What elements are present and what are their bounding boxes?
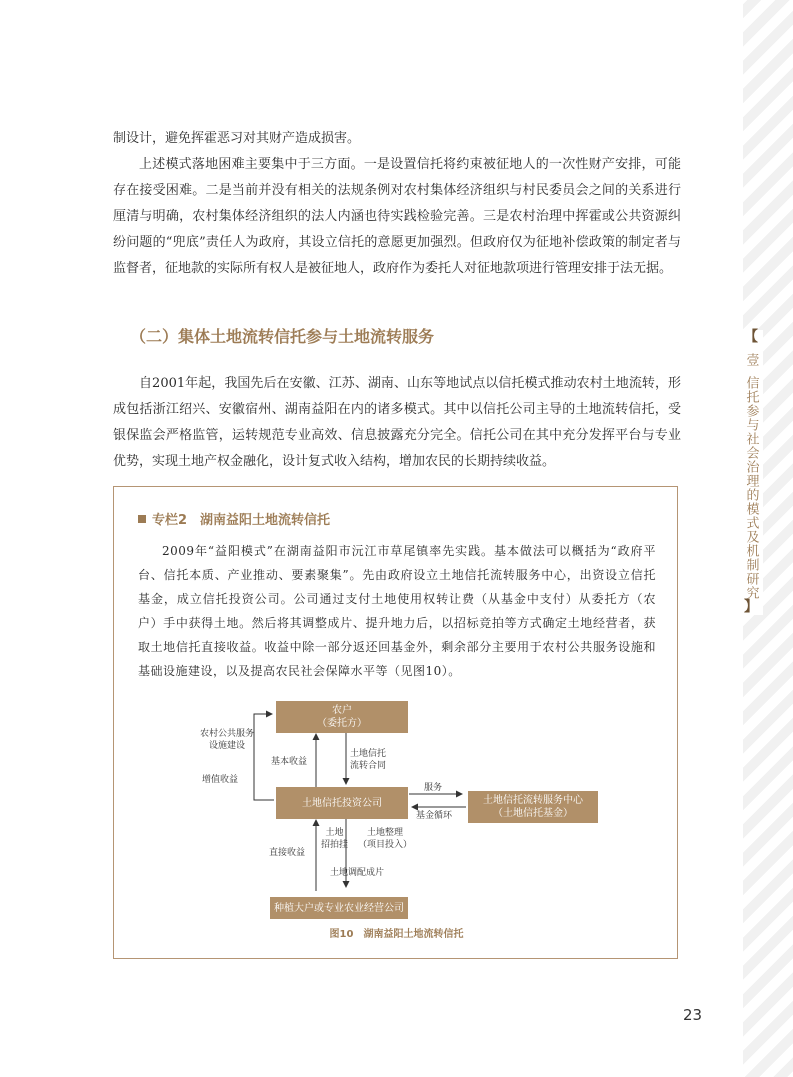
chapter-side-tab bbox=[739, 330, 763, 615]
node-farmer-line1: 农户 bbox=[332, 705, 352, 716]
node-farmer bbox=[276, 701, 408, 733]
label-fund-cycle: 基金循环 bbox=[416, 811, 453, 821]
feature-box-paragraph: 2009年“益阳模式”在湖南益阳市沅江市草尾镇率先实践。基本做法可以概括为“政府平台、信托本质、产业推动、要素聚集”。先由政府设立土地信托流转服务中心，出资设立信托基金，成立信托投资公司。公司通过支付土地使用权转让费（从基金中支付）从委托方（农户）手中获得土地。然后将其调整成片、提升地力后，以招标竞拍等方式确定土地经营者，获取土地信托直接收益。收益中除一部分返还回基金外，剩余部分主要用于农村公共服务设施和基础设施建设，以及提高农民社会保障水平等（见图10）。 bbox=[138, 544, 656, 678]
section-paragraph: 自2001年起，我国先后在安徽、江苏、湖南、山东等地试点以信托模式推动农村土地流转，形成包括浙江绍兴、安徽宿州、湖南益阳在内的诸多模式。其中以信托公司主导的土地流转信托，受银保监会严格监管，运转规范专业高效、信息披露充分完全。信托公司在其中充分发挥平台与专业优势，实现土地产权金融化，设计复式收入结构，增加农民的长期持续收益。 bbox=[113, 376, 681, 469]
body-text-section bbox=[113, 371, 681, 475]
side-tab-open-bracket: 【 bbox=[744, 329, 758, 345]
label-public-service-line1: 农村公共服务 bbox=[200, 729, 255, 739]
feature-box-title bbox=[138, 509, 330, 528]
feature-box-title-text: 专栏2 湖南益阳土地流转信托 bbox=[152, 513, 331, 528]
node-service-center bbox=[468, 791, 598, 823]
label-land-line2: 招拍挂 bbox=[321, 840, 349, 850]
label-direct-income: 直接收益 bbox=[269, 848, 306, 858]
label-service: 服务 bbox=[424, 783, 443, 793]
node-farmer-line2: （委托方） bbox=[317, 718, 367, 729]
node-trust-company bbox=[276, 787, 408, 819]
square-bullet-icon bbox=[138, 515, 146, 523]
feature-box bbox=[113, 486, 678, 959]
node-trust-company-label: 土地信托投资公司 bbox=[302, 797, 382, 809]
label-contract-line2: 流转合同 bbox=[350, 761, 387, 771]
flow-diagram bbox=[114, 687, 679, 940]
side-tab-title: 信托参与社会治理的模式及机制研究 bbox=[743, 376, 759, 600]
node-service-center-line2: （土地信托基金） bbox=[493, 808, 573, 819]
label-land-line1: 土地 bbox=[325, 828, 344, 838]
node-service-center-line1: 土地信托流转服务中心 bbox=[483, 795, 583, 806]
label-consolidation-line1: 土地整理 bbox=[367, 828, 404, 838]
label-land-consolidation bbox=[358, 827, 412, 851]
label-basic-income: 基本收益 bbox=[271, 757, 308, 767]
label-public-service bbox=[200, 728, 254, 752]
node-operator-label: 种植大户或专业农业经营公司 bbox=[274, 902, 404, 914]
feature-box-text bbox=[138, 539, 656, 683]
figure-caption: 图10 湖南益阳土地流转信托 bbox=[329, 929, 464, 940]
page-number: 23 bbox=[683, 1006, 703, 1024]
label-public-service-line2: 设施建设 bbox=[209, 741, 246, 751]
paragraph-continued: 制设计，避免挥霍恶习对其财产造成损害。 bbox=[113, 131, 361, 146]
label-land-auction bbox=[321, 827, 348, 851]
label-contract bbox=[350, 748, 386, 772]
label-consolidation-line2: （项目投入） bbox=[358, 840, 413, 850]
side-tab-close-bracket: 】 bbox=[744, 599, 758, 615]
label-value-added-income: 增值收益 bbox=[202, 775, 239, 785]
label-contract-line1: 土地信托 bbox=[350, 749, 387, 759]
body-text-top bbox=[113, 126, 681, 282]
paragraph-difficulties: 上述模式落地困难主要集中于三方面。一是设置信托将约束被征地人的一次性财产安排，可能存在接受困难。二是当前并没有相关的法规条例对农村集体经济组织与村民委员会之间的关系进行厘清与明确，农村集体经济组织的法人内涵也待实践检验完善。三是农村治理中挥霍或公共资源纠纷问题的“兜底”责任人为政府，其设立信托的意愿更加强烈。但政府仅为征地补偿政策的制定者与监督者，征地款的实际所有权人是被征地人，政府作为委托人对征地款项进行管理安排于法无据。 bbox=[113, 157, 681, 276]
label-land-allocation: 土地调配成片 bbox=[330, 868, 385, 878]
section-heading: （二）集体土地流转信托参与土地流转服务 bbox=[130, 327, 435, 346]
side-tab-volume: 壹 bbox=[743, 353, 759, 366]
node-operator bbox=[270, 897, 408, 919]
